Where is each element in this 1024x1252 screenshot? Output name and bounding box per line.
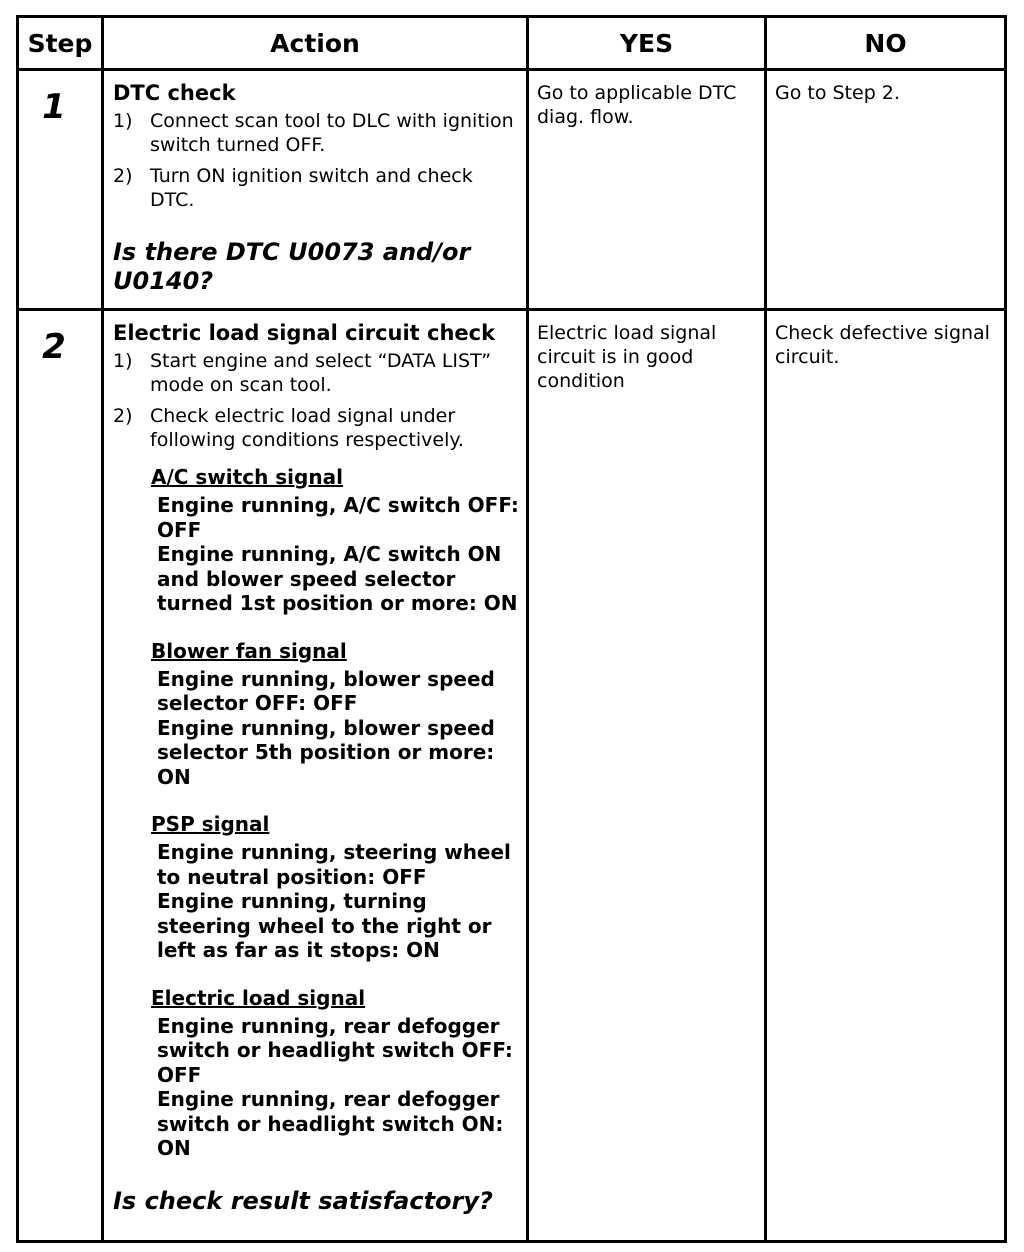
step-cell (18, 310, 103, 1242)
no-cell: Check defective signal circuit. (766, 310, 1006, 1242)
substep-item (113, 109, 522, 157)
yes-cell: Electric load signal circuit is in good condition (528, 310, 766, 1242)
substep-text: Turn ON ignition switch and check DTC. (150, 165, 473, 211)
signal-condition: Engine running, rear defogger switch or headlight switch OFF: OFF (157, 1013, 513, 1087)
action-cell (103, 310, 528, 1242)
header-yes: YES (528, 17, 766, 70)
substep-item (113, 349, 522, 397)
step-number: 2 (42, 327, 66, 367)
substep-text: Start engine and select “DATA LIST” mode on scan tool. (150, 350, 492, 396)
substep-number: 2) (113, 405, 133, 427)
substep-list (113, 109, 522, 212)
step-cell (18, 70, 103, 310)
signal-heading: Electric load signal (151, 985, 366, 1010)
signal-block-ac-switch (151, 464, 522, 616)
signal-condition: Engine running, A/C switch ON and blower speed selector turned 1st position or more: ON (157, 542, 518, 615)
check-question: Is check result satisfactory? (113, 1186, 493, 1215)
signal-condition: Engine running, A/C switch OFF: OFF (157, 493, 519, 542)
action-title: DTC check (113, 81, 236, 105)
signal-condition: Engine running, rear defogger switch or headlight switch ON: ON (157, 1087, 504, 1160)
diagnostic-table (16, 15, 1007, 1243)
signal-condition: Engine running, blower speed selector OFF: OFF (157, 666, 495, 715)
header-row (18, 17, 1006, 70)
header-no: NO (766, 17, 1006, 70)
substep-list (113, 349, 522, 452)
substep-text: Check electric load signal under following conditions respectively. (150, 405, 464, 451)
signal-condition: Engine running, blower speed selector 5th position or more: ON (157, 715, 495, 789)
signal-condition: Engine running, turning steering wheel to the right or left as far as it stops: ON (157, 889, 492, 962)
substep-text: Connect scan tool to DLC with ignition switch turned OFF. (150, 110, 514, 156)
check-question: Is there DTC U0073 and/or U0140? (113, 238, 471, 295)
yes-cell: Go to applicable DTC diag. flow. (528, 70, 766, 310)
table-row-step-1 (18, 70, 1006, 310)
header-action: Action (103, 17, 528, 70)
header-step: Step (18, 17, 103, 70)
step-number: 1 (42, 87, 66, 127)
signal-block-electric-load (151, 985, 522, 1161)
signal-block-psp (151, 811, 522, 963)
no-cell: Go to Step 2. (766, 70, 1006, 310)
substep-number: 1) (113, 110, 133, 132)
substep-number: 1) (113, 350, 133, 372)
substep-number: 2) (113, 165, 133, 187)
signal-heading: PSP signal (151, 812, 270, 836)
substep-item (113, 404, 522, 452)
substep-item (113, 164, 522, 212)
signal-block-blower-fan (151, 638, 522, 790)
action-cell (103, 70, 528, 310)
action-title: Electric load signal circuit check (113, 321, 496, 345)
signal-heading: A/C switch signal (151, 465, 343, 489)
signal-heading: Blower fan signal (151, 638, 347, 663)
signal-condition: Engine running, steering wheel to neutral position: OFF (157, 840, 511, 889)
table-row-step-2 (18, 310, 1006, 1242)
